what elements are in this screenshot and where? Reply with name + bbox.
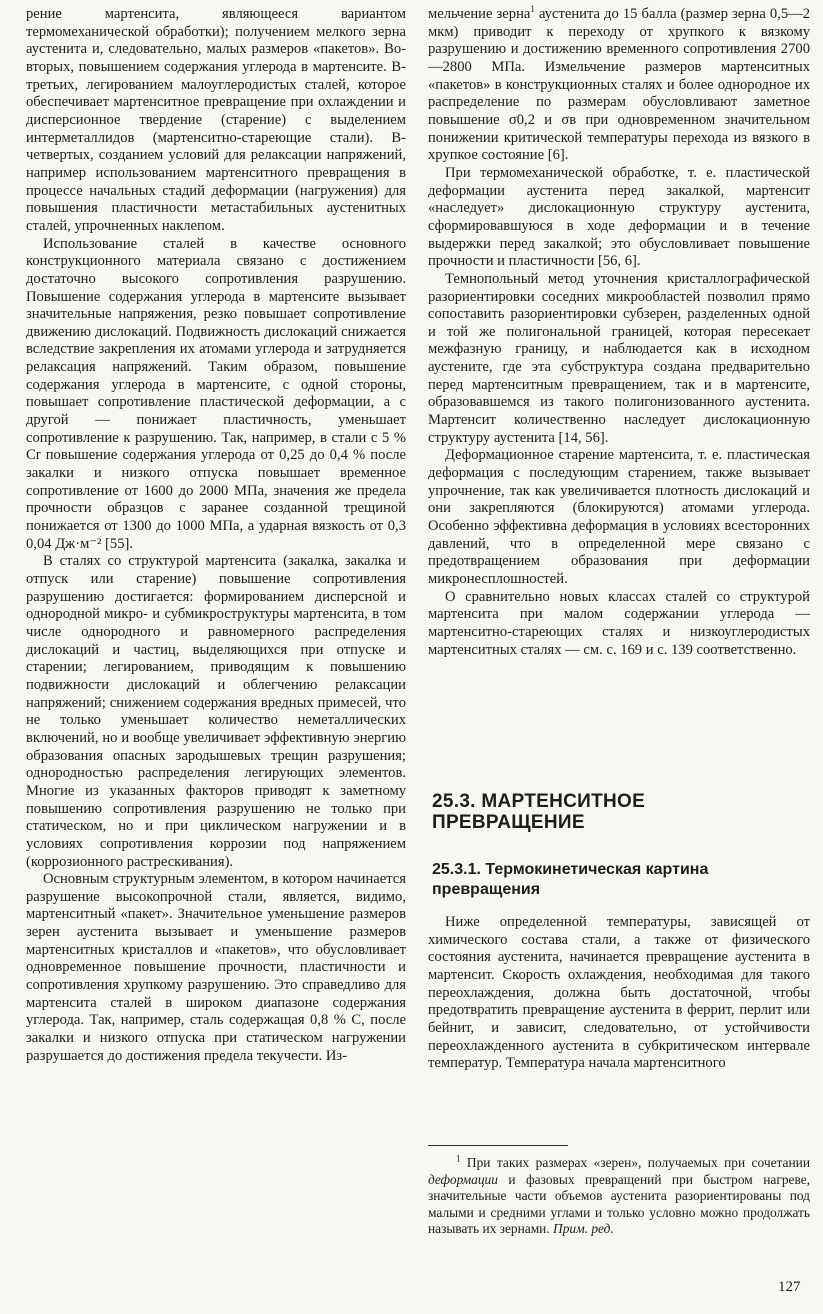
- text-run: и фазовых превращений при быстром нагреве, значительные части объемов аустенита разориентированы под малыми и средними углами и только условно можно продолжать называть их зернами.: [428, 1171, 810, 1237]
- paragraph: Деформационное старение мартенсита, т. е. пластическая деформация с последующим старением, также вызывает упрочнение, так как увеличивается плотность дислокаций и они закрепляются (блокируются) атомами углерода. Особенно эффективна деформация в условиях всесторонних давлений, что в определенной мере связано с предотвращением образования при деформации микронесплошностей.: [428, 447, 810, 587]
- paragraph: Использование сталей в качестве основного конструкционного материала связано с достижением достаточно высокого сопротивления разрушению. Повышение содержания углерода в мартенсите вызывает значительные напряжения, резко повышает сопротивление движению дислокаций. Подвижность дислокаций снижается вследствие закрепления их атомами углерода и затрудняется релаксация напряжений. Таким образом, повышение содержания углерода в мартенсите, с одной стороны, повышает сопротивление пластической деформации, а с другой — понижает пластичность, уменьшает сопротивление к разрушению. Так, например, в стали с 5 % Cr повышение содержания углерода от 0,25 до 0,4 % после закалки и низкого отпуска повышает временное сопротивление от 1600 до 2000 МПа, значения же предела прочности образцов с заранее созданной трещиной понижается от 1300 до 1000 МПа, а ударная вязкость от 0,3 0,04 Дж·м⁻² [55].: [26, 235, 406, 552]
- paragraph: Ниже определенной температуры, зависящей от химического состава стали, а также от физического состояния аустенита, начинается превращение аустенита в мартенсит. Скорость охлаждения, необходимая для такого переохлаждения, должна быть достаточной, чтобы предотвратить превращение аустенита в феррит, перлит или бейнит, и зависит, следовательно, от устойчивости переохлажденного аустенита в субкритическом интервале температур. Температура начала мартенситного: [428, 914, 810, 1072]
- paragraph: [428, 6, 810, 165]
- paragraph: Основным структурным элементом, в котором начинается разрушение высокопрочной стали, является, видимо, мартенситный «пакет». Значительное уменьшение размеров зерен аустенита вызывает и уменьшение размеров мартенситных кристаллов и «пакетов», что обусловливает одновременное повышение прочности, пластичности и сопротивления хрупкому разрушению. Это справедливо для мартенсита сталей в широком диапазоне содержания углерода. Так, например, сталь содержащая 0,8 % C, после закалки и низкого отпуска при статическом нагружении разрушается до достижения предела текучести. Из-: [26, 871, 406, 1064]
- paragraph: В сталях со структурой мартенсита (закалка, закалка и отпуск или старение) повышение сопротивления разрушению достигается: формированием дисперсной и однородной микро- и субмикроструктуры мартенсита, в том числе однородного и равномерного распределения дислокаций и частиц, выделяющихся при отпуске и старении; легированием, приводящим к повышению подвижности дислокаций и облегчению релаксации напряжений; снижением содержания вредных примесей, что не только уменьшает количество неметаллических включений, но и вообще увеличивает эффективную энергию образования опасных зародышевых трещин разрушения; однородностью распределения легирующих элементов. Многие из указанных факторов приводят к заметному повышению сопротивления разрушению не только при статическом, но и при циклическом нагружении и в условиях сопротивления коррозии под напряжением (коррозионного растрескивания).: [26, 553, 406, 870]
- paragraph: рение мартенсита, являющееся вариантом термомеханической обработки); получением мелкого зерна аустенита и, следовательно, малых размеров «пакетов». Во-вторых, повышением содержания углерода в мартенсите. В-третьих, легированием малоуглеродистых сталей, которое обеспечивает мартенситное превращение при охлаждении и дисперсионное твердение (старение) с выделением интерметаллидов (мартенситно-стареющие стали). В-четвертых, созданием условий для релаксации напряжений, например использованием мартенситного превращения в процессе начальных стадий деформации (нагружения) для повышения пластичности метастабильных аустенитных сталей, упрочненных наклепом.: [26, 6, 406, 234]
- italic-term: деформации: [428, 1171, 498, 1187]
- footnote-mark: 1: [456, 1153, 461, 1164]
- right-column: [428, 6, 810, 659]
- text-run: При таких размерах «зерен», получаемых при сочетании: [460, 1155, 810, 1170]
- footnote-divider: [428, 1145, 568, 1146]
- paragraph: Темнопольный метод уточнения кристаллографической разориентировки соседних микрообластей позволил прямо сопоставить разориентировки субзерен, разделенных одной и той же полигональной границей, которая пересекает межфазную границу, и наблюдается как в исходном аустените, где эта субструктура создана предварительно перед мартенситным превращением, так и в мартенсите, образовавшемся из такого полигонизованного аустенита. Мартенсит количественно наследует дислокационную структуру аустенита [14, 56].: [428, 270, 810, 446]
- left-column: [26, 6, 406, 1065]
- footnote-text: [428, 1155, 810, 1238]
- section-body: [428, 914, 810, 1073]
- section-heading: 25.3. МАРТЕНСИТНОЕ ПРЕВРАЩЕНИЕ: [432, 791, 646, 833]
- page-number: 127: [778, 1279, 801, 1295]
- paragraph: О сравнительно новых классах сталей со структурой мартенсита при малом содержании углерода — мартенситно-стареющих сталях и низкоуглеродистых мартенситных сталях — см. с. 169 и с. 139 соответственно.: [428, 588, 810, 658]
- paragraph: При термомеханической обработке, т. е. пластической деформации аустенита перед закалкой, мартенсит «наследует» дислокационную структуру аустенита, сформировавшуюся в ходе деформации и в течение выдержки перед закалкой; это обусловливает повышение прочности и пластичности [56, 6].: [428, 164, 810, 270]
- subsection-heading: 25.3.1. Термокинетическая картина превращения: [432, 861, 709, 898]
- text-run: мельчение зерна: [428, 6, 531, 22]
- footnote: [428, 1155, 810, 1238]
- footnote-ref: 1: [530, 4, 535, 15]
- editor-note: Прим. ред.: [553, 1221, 614, 1237]
- text-run: аустенита до 15 балла (размер зерна 0,5—2 мкм) приводит к переходу от хрупкого к вязкому разрушению и достижению временного сопротивления 2700—2800 МПа. Измельчение размеров мартенситных «пакетов» в конструкционных сталях и более однородное их распределение по размерам обусловливают заметное повышение σ0,2 и σв при одновременном значительном понижении критической температуры перехода из вязкого в хрупкое состояние [6].: [428, 6, 811, 164]
